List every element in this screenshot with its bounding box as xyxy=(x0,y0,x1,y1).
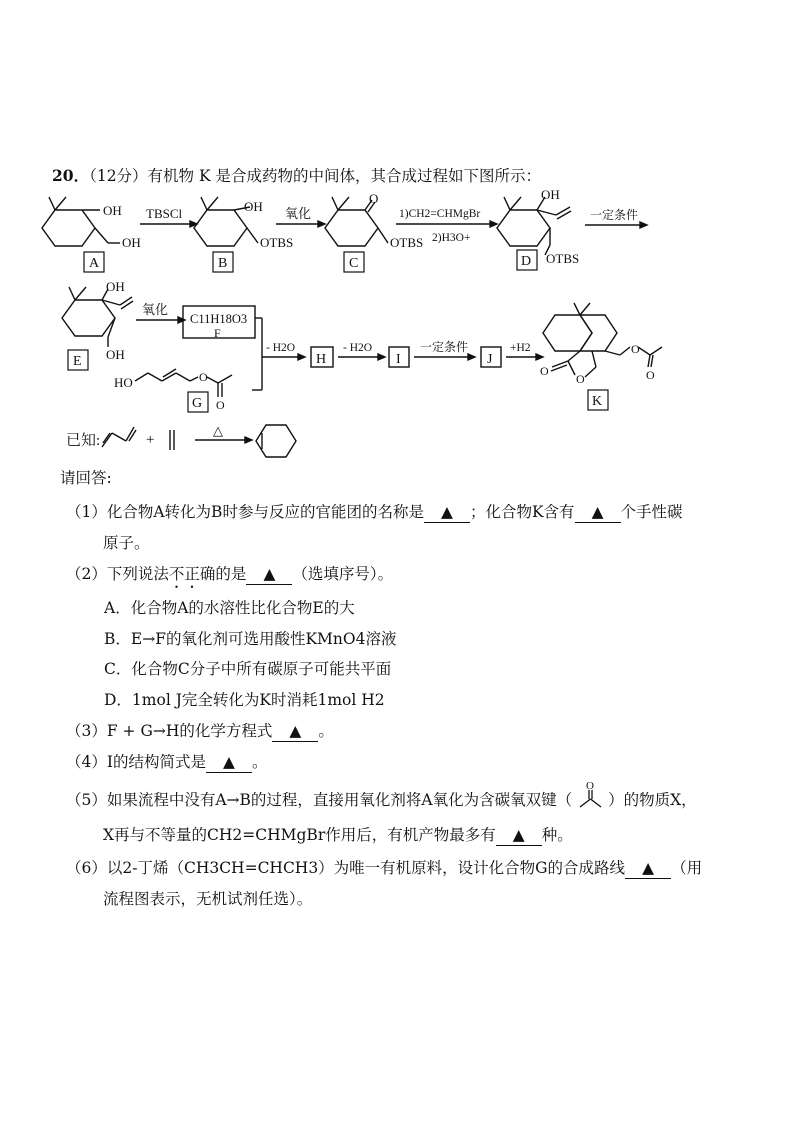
question-title: （12分）有机物 K 是合成药物的中间体，其合成过程如下图所示： xyxy=(89,167,541,185)
reagent-c-to-d-2: 2)H3O+ xyxy=(432,232,471,244)
q1-text-1: （1）化合物A转化为B时参与反应的官能团的名称是 xyxy=(66,503,424,521)
compound-c-structure xyxy=(325,197,388,246)
answer-prompt: 请回答: xyxy=(60,469,112,487)
group-oh-e2: OH xyxy=(106,347,125,362)
reagent-d-to-e: 一定条件 xyxy=(590,208,639,222)
compound-a-label: A xyxy=(89,256,100,271)
compound-g-label: G xyxy=(192,396,203,411)
question-3-line xyxy=(66,721,334,742)
question-4-line xyxy=(66,752,268,773)
q6-text-2: （用 xyxy=(671,859,703,877)
compound-k-structure xyxy=(543,303,662,377)
question-header xyxy=(52,166,541,186)
compound-j-label: J xyxy=(487,352,493,367)
group-otbs-d: OTBS xyxy=(546,251,580,266)
question-1-line-1 xyxy=(66,502,683,523)
heat-symbol: △ xyxy=(213,423,223,438)
q2-text-1: （2）下列说法 xyxy=(66,565,169,583)
compound-b-label: B xyxy=(218,256,228,271)
compound-k-label: K xyxy=(592,394,603,409)
carbonyl-oxygen: O xyxy=(586,780,595,792)
q3-text-2: 。 xyxy=(318,722,334,740)
group-oh-d: OH xyxy=(541,187,560,202)
group-o-g1: O xyxy=(199,370,208,384)
f-formula: C11H18O3 xyxy=(190,312,248,326)
q3-text-1: （3）F + G→H的化学方程式 xyxy=(66,722,273,740)
q2-option-a: A．化合物A的水溶性比化合物E的大 xyxy=(104,599,355,617)
q2-option-c: C．化合物C分子中所有碳原子可能共平面 xyxy=(104,660,392,678)
group-o-k2: O xyxy=(576,372,585,386)
q1-text-4: 原子。 xyxy=(103,534,150,552)
q2-emphasis: 不正 xyxy=(168,565,200,583)
group-o-k1: O xyxy=(540,364,549,378)
carbonyl-icon xyxy=(572,780,608,810)
q2-text-2: 确的是 xyxy=(199,565,247,583)
answer-blank-q5[interactable]: ▲ xyxy=(496,825,542,846)
q1-text-3: 个手性碳 xyxy=(620,503,683,521)
reagent-j-to-k: +H2 xyxy=(510,342,531,354)
answer-blank-q1a[interactable]: ▲ xyxy=(424,502,470,523)
q2-text-3: （选填序号）。 xyxy=(292,565,394,583)
question-5-line-1 xyxy=(66,780,697,810)
answer-blank-q3[interactable]: ▲ xyxy=(272,721,318,742)
reagent-a-to-b: TBSCl xyxy=(146,206,183,221)
compound-f-label: F xyxy=(214,326,221,340)
reagent-b-to-c: 氧化 xyxy=(285,206,312,221)
group-o-k3: O xyxy=(631,342,640,356)
group-oh-b: OH xyxy=(244,199,263,214)
group-oh-a1: OH xyxy=(103,203,122,218)
compound-i-label: I xyxy=(396,352,401,367)
compound-h-label: H xyxy=(316,352,327,367)
reagent-i-to-j: 一定条件 xyxy=(420,340,469,354)
answer-blank-q1b[interactable]: ▲ xyxy=(575,502,621,523)
group-oh-a2: OH xyxy=(122,235,141,250)
q2-option-b: B．E→F的氧化剂可选用酸性KMnO4溶液 xyxy=(104,630,397,648)
reagent-e-to-f: 氧化 xyxy=(142,302,169,317)
compound-c-label: C xyxy=(349,256,359,271)
answer-blank-q4[interactable]: ▲ xyxy=(206,752,252,773)
q6-text-3: 流程图表示，无机试剂任选）。 xyxy=(103,890,313,908)
question-5-line-2 xyxy=(103,825,573,846)
known-plus: + xyxy=(146,432,155,448)
q5-text-4: 种。 xyxy=(541,826,573,844)
compound-e-structure xyxy=(62,287,133,347)
answer-blank-q6[interactable]: ▲ xyxy=(625,858,671,879)
question-number: 20． xyxy=(52,166,90,185)
q5-text-2: ）的物质X， xyxy=(608,791,697,809)
group-o-g2: O xyxy=(216,398,225,412)
q2-option-d: D．1mol J完全转化为K时消耗1mol H2 xyxy=(104,691,385,709)
q4-text-2: 。 xyxy=(252,753,268,771)
group-otbs-b: OTBS xyxy=(260,235,294,250)
group-ho-g: HO xyxy=(114,375,133,390)
compound-d-structure xyxy=(497,197,571,255)
question-2-line xyxy=(66,564,393,592)
compound-g-structure xyxy=(135,369,232,397)
reagent-fg-to-h: - H2O xyxy=(266,342,296,354)
q1-text-2: ；化合物K含有 xyxy=(469,503,575,521)
known-label: 已知: xyxy=(66,433,101,449)
question-6-line-1 xyxy=(66,858,702,879)
group-o-k4: O xyxy=(646,368,655,382)
q4-text-1: （4）I的结构简式是 xyxy=(66,753,206,771)
group-otbs-c: OTBS xyxy=(390,235,424,250)
group-oh-e1: OH xyxy=(106,279,125,294)
q5-text-1: （5）如果流程中没有A→B的过程，直接用氧化剂将A氧化为含碳氧双键（ xyxy=(66,791,573,809)
synthesis-scheme xyxy=(0,185,800,470)
q6-text-1: （6）以2-丁烯（CH3CH=CHCH3）为唯一有机原料，设计化合物G的合成路线 xyxy=(66,859,626,877)
group-o-c: O xyxy=(369,191,379,206)
diels-alder-known xyxy=(102,425,296,457)
compound-e-label: E xyxy=(73,354,82,369)
reagent-h-to-i: - H2O xyxy=(343,342,373,354)
compound-d-label: D xyxy=(521,254,532,269)
answer-blank-q2[interactable]: ▲ xyxy=(246,564,292,585)
q5-text-3: X再与不等量的CH2=CHMgBr作用后，有机产物最多有 xyxy=(103,826,496,844)
reagent-c-to-d-1: 1)CH2=CHMgBr xyxy=(399,208,481,220)
